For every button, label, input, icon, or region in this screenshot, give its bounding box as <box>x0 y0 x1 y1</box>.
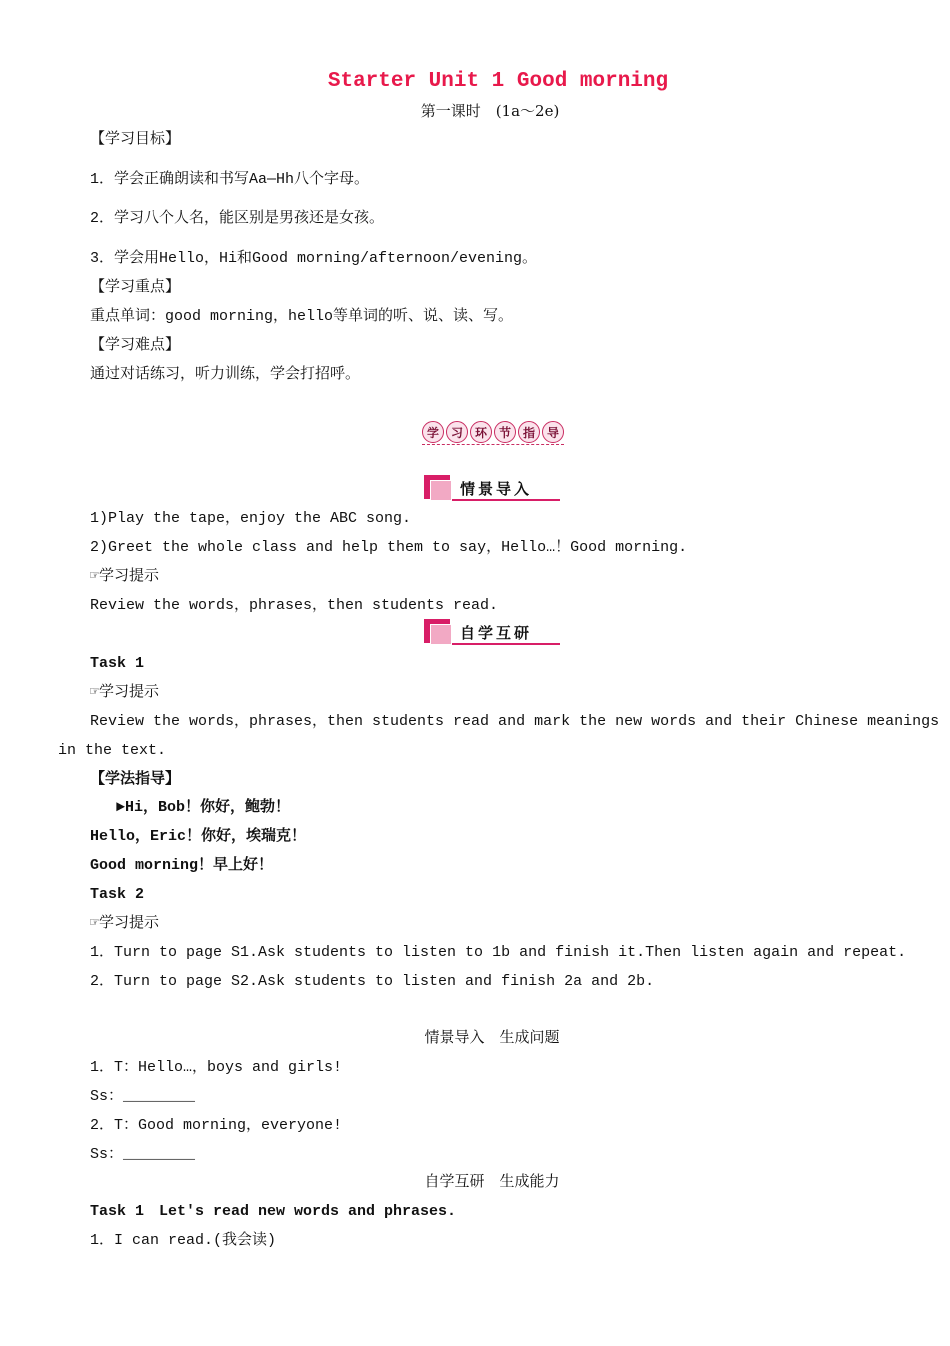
section-underline <box>452 499 560 501</box>
section-banner <box>422 419 564 445</box>
section-heading-text: 情景导入 <box>460 480 533 498</box>
banner-char: 节 <box>494 421 516 443</box>
part-2-title: 自学互研 生成能力 <box>424 1174 560 1191</box>
hint-label: ☞学习提示 <box>90 568 160 585</box>
goal-item: 3．学会用Hello，Hi和Good morning/afternoon/evening。 <box>90 250 538 267</box>
lesson-subtitle: 第一课时 (1a～2e) <box>420 102 560 120</box>
dialog-line: 2．T：Good morning，everyone! <box>90 1117 343 1134</box>
goals-heading: 【学习目标】 <box>90 131 181 148</box>
task-2-line: 2．Turn to page S2.Ask students to listen and finish 2a and 2b. <box>90 973 655 990</box>
intro-line: 2)Greet the whole class and help them to say，Hello…！Good morning. <box>90 539 688 556</box>
section-heading-2 <box>424 619 560 645</box>
banner-char: 习 <box>446 421 468 443</box>
method-heading: 【学法指导】 <box>90 771 181 788</box>
task-2-line: 1．Turn to page S1.Ask students to listen to 1b and finish it.Then listen again and repeat. <box>90 944 907 961</box>
section-heading-1 <box>424 475 560 501</box>
task-1-heading: Task 1 <box>90 655 145 672</box>
section-underline <box>452 643 560 645</box>
task-1-hint-cont: in the text. <box>58 742 167 759</box>
page-title: Starter Unit 1 Good morning <box>327 70 669 93</box>
hint-text: Review the words，phrases，then students read. <box>90 597 499 614</box>
part-2-line: 1．I can read.(我会读) <box>90 1232 277 1249</box>
task-1-hint: Review the words，phrases，then students read and mark the new words and their Chinese meanings <box>90 713 940 730</box>
dialog-line: 1．T：Hello…，boys and girls! <box>90 1059 343 1076</box>
goal-item: 1．学会正确朗读和书写Aa—Hh八个字母。 <box>90 171 370 188</box>
difficulty-heading: 【学习难点】 <box>90 337 181 354</box>
banner-char: 导 <box>542 421 564 443</box>
answer-blank: Ss：________ <box>90 1088 196 1105</box>
answer-blank: Ss：________ <box>90 1146 196 1163</box>
difficulty-text: 通过对话练习，听力训练，学会打招呼。 <box>90 366 361 383</box>
method-line: ►Hi，Bob！你好，鲍勃！ <box>116 799 291 816</box>
banner-char: 学 <box>422 421 444 443</box>
method-line: Hello，Eric！你好，埃瑞克！ <box>90 828 307 845</box>
hint-label: ☞学习提示 <box>90 915 160 932</box>
task-2-heading: Task 2 <box>90 886 145 903</box>
section-square-icon <box>430 480 451 500</box>
banner-char: 指 <box>518 421 540 443</box>
goal-item: 2．学习八个人名，能区别是男孩还是女孩。 <box>90 210 385 227</box>
section-square-icon <box>430 624 451 644</box>
key-text: 重点单词：good morning，hello等单词的听、说、读、写。 <box>90 308 514 325</box>
intro-line: 1)Play the tape，enjoy the ABC song. <box>90 510 412 527</box>
key-heading: 【学习重点】 <box>90 279 181 296</box>
method-line: Good morning！早上好！ <box>90 857 274 874</box>
hint-label: ☞学习提示 <box>90 684 160 701</box>
part-2-task: Task 1 Let's read new words and phrases. <box>90 1203 457 1220</box>
banner-char: 环 <box>470 421 492 443</box>
section-heading-text: 自学互研 <box>460 624 533 642</box>
banner-divider <box>422 444 564 445</box>
part-1-title: 情景导入 生成问题 <box>424 1030 560 1047</box>
